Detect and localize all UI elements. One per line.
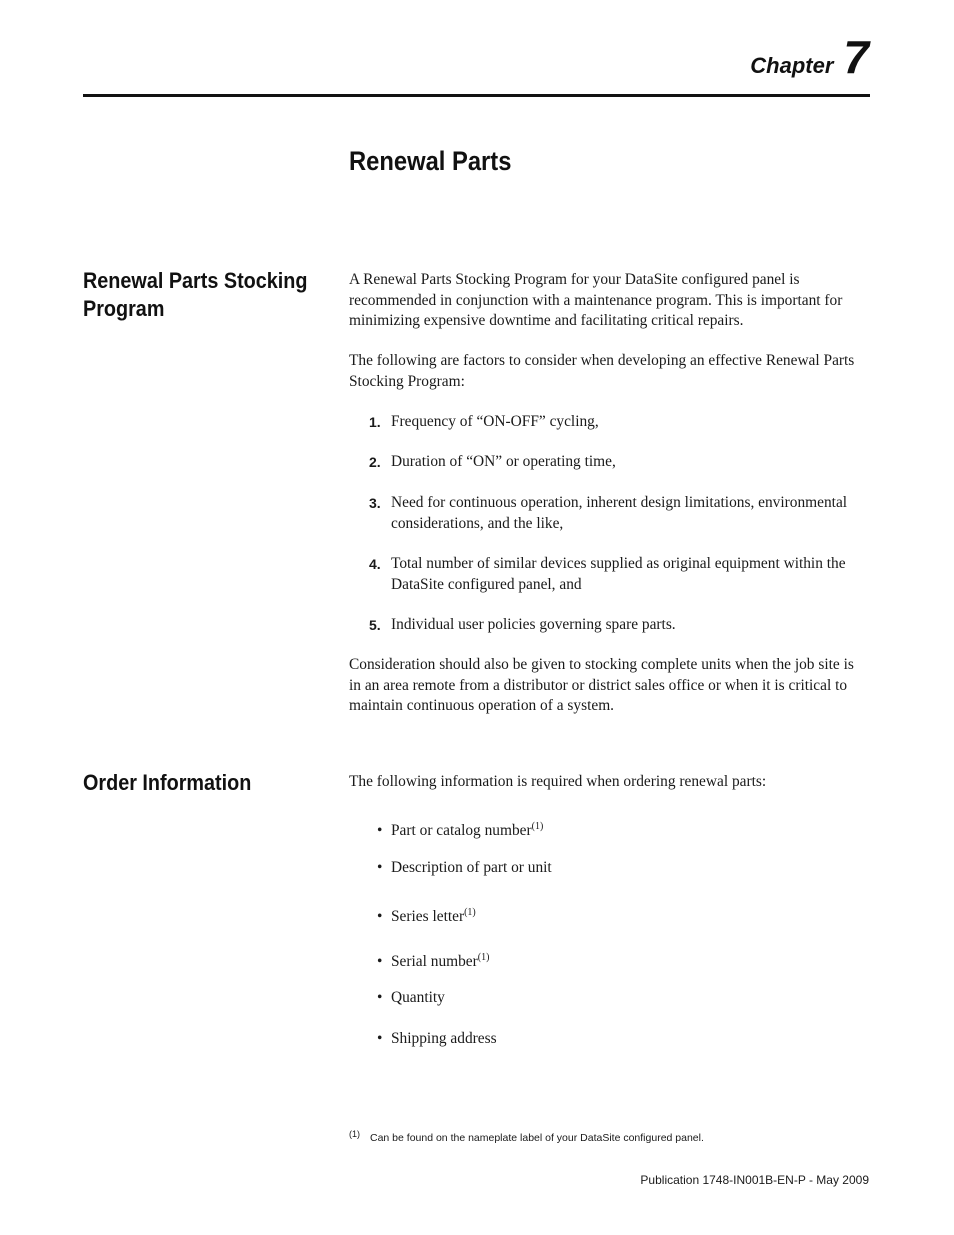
order-item-text: Part or catalog number bbox=[391, 822, 532, 839]
publication-footer: Publication 1748-IN001B-EN-P - May 2009 bbox=[640, 1173, 869, 1187]
factor-number: 4. bbox=[369, 556, 381, 572]
factors-intro: The following are factors to consider when developing an effective Renewal Parts Stocking Program: bbox=[349, 352, 855, 390]
order-list-item bbox=[377, 948, 489, 973]
factor-number: 2. bbox=[369, 454, 381, 470]
order-item-text: Description of part or unit bbox=[391, 859, 552, 876]
order-heading: Order Information bbox=[83, 770, 252, 795]
factor-number: 5. bbox=[369, 617, 381, 633]
bullet-icon: • bbox=[377, 859, 383, 876]
factor-text: Total number of similar devices supplied as original equipment within the DataSite configured panel, and bbox=[391, 555, 846, 593]
stocking-heading: Renewal Parts Stocking Program bbox=[83, 268, 308, 321]
factor-text: Individual user policies governing spare parts. bbox=[391, 616, 676, 633]
order-list-item bbox=[377, 1029, 497, 1050]
footnote-ref: (1) bbox=[531, 821, 544, 832]
order-list-item bbox=[377, 858, 552, 879]
footnote-mark: (1) bbox=[349, 1129, 360, 1139]
chapter-number: 7 bbox=[843, 31, 869, 83]
factor-item bbox=[369, 493, 869, 534]
footnote-ref: (1) bbox=[464, 907, 476, 918]
factor-text: Frequency of “ON-OFF” cycling, bbox=[391, 413, 599, 430]
order-item-text: Serial number bbox=[391, 953, 478, 970]
order-list-item bbox=[377, 817, 543, 842]
order-item-text: Quantity bbox=[391, 989, 445, 1006]
factor-item bbox=[369, 554, 869, 595]
page-title: Renewal Parts bbox=[349, 146, 512, 176]
factor-text: Duration of “ON” or operating time, bbox=[391, 453, 616, 470]
order-item-text: Series letter bbox=[391, 908, 465, 925]
header-rule bbox=[83, 94, 870, 97]
order-list-item bbox=[377, 988, 445, 1009]
factor-item bbox=[369, 412, 869, 433]
order-list-item bbox=[377, 903, 476, 928]
order-intro: The following information is required when ordering renewal parts: bbox=[349, 773, 767, 790]
order-item-text: Shipping address bbox=[391, 1030, 497, 1047]
chapter-label: Chapter bbox=[750, 53, 834, 78]
bullet-icon: • bbox=[377, 989, 383, 1006]
factor-text: Need for continuous operation, inherent design limitations, environmental considerations, and the like, bbox=[391, 494, 848, 532]
bullet-icon: • bbox=[377, 908, 383, 925]
chapter-header bbox=[750, 31, 869, 83]
factor-item bbox=[369, 615, 869, 636]
factor-number: 3. bbox=[369, 495, 381, 511]
factor-item bbox=[369, 452, 869, 473]
bullet-icon: • bbox=[377, 953, 383, 970]
bullet-icon: • bbox=[377, 822, 383, 839]
bullet-icon: • bbox=[377, 1030, 383, 1047]
factor-number: 1. bbox=[369, 414, 381, 430]
consideration-paragraph: Consideration should also be given to stocking complete units when the job site is in an area remote from a distributor or district sales office or when it is critical to maintain continuous operation of a system. bbox=[349, 656, 854, 714]
footnote-text: Can be found on the nameplate label of your DataSite configured panel. bbox=[370, 1132, 704, 1144]
footnote bbox=[349, 1129, 704, 1144]
stocking-intro: A Renewal Parts Stocking Program for your DataSite configured panel is recommended in conjunction with a maintenance program. This is important for minimizing expensive downtime and facilitating critical repairs. bbox=[349, 271, 843, 329]
footnote-ref: (1) bbox=[477, 952, 490, 963]
